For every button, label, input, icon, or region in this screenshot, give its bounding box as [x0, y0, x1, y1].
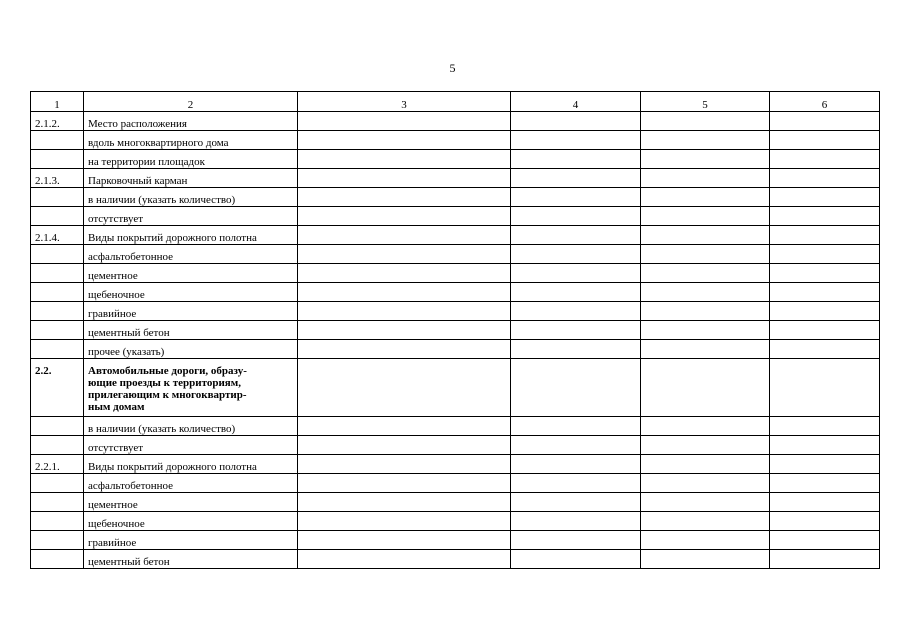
row-number-cell — [31, 245, 84, 264]
row-number-cell — [31, 340, 84, 359]
table-row — [31, 226, 880, 245]
table-body — [31, 112, 880, 569]
row-description-cell: щебеночное — [84, 283, 298, 302]
empty-cell-col-5 — [641, 321, 770, 340]
empty-cell-col-6 — [770, 512, 880, 531]
column-header-2: 2 — [84, 92, 298, 112]
empty-cell-col-4 — [511, 188, 641, 207]
row-number-cell — [31, 207, 84, 226]
empty-cell-col-3 — [298, 455, 511, 474]
empty-cell-col-6 — [770, 150, 880, 169]
row-number-cell: 2.1.2. — [31, 112, 84, 131]
empty-cell-col-5 — [641, 131, 770, 150]
empty-cell-col-3 — [298, 417, 511, 436]
row-description-cell: гравийное — [84, 531, 298, 550]
empty-cell-col-6 — [770, 474, 880, 493]
row-number-cell — [31, 417, 84, 436]
row-number-cell — [31, 493, 84, 512]
row-number-cell: 2.2. — [31, 359, 84, 417]
row-description-cell: щебеночное — [84, 512, 298, 531]
empty-cell-col-6 — [770, 321, 880, 340]
row-number-cell — [31, 321, 84, 340]
table-row — [31, 340, 880, 359]
empty-cell-col-6 — [770, 359, 880, 417]
row-description-cell: Парковочный карман — [84, 169, 298, 188]
form-table — [30, 91, 880, 569]
empty-cell-col-6 — [770, 417, 880, 436]
row-description-cell: отсутствует — [84, 207, 298, 226]
empty-cell-col-3 — [298, 302, 511, 321]
table-row — [31, 493, 880, 512]
empty-cell-col-6 — [770, 455, 880, 474]
empty-cell-col-6 — [770, 302, 880, 321]
empty-cell-col-4 — [511, 131, 641, 150]
empty-cell-col-3 — [298, 131, 511, 150]
table-row — [31, 112, 880, 131]
empty-cell-col-3 — [298, 474, 511, 493]
empty-cell-col-3 — [298, 112, 511, 131]
empty-cell-col-4 — [511, 150, 641, 169]
table-row — [31, 150, 880, 169]
empty-cell-col-4 — [511, 474, 641, 493]
row-number-cell — [31, 436, 84, 455]
row-number-cell — [31, 283, 84, 302]
empty-cell-col-4 — [511, 226, 641, 245]
page-number: 5 — [449, 61, 456, 75]
empty-cell-col-6 — [770, 340, 880, 359]
row-number-cell — [31, 188, 84, 207]
table-row — [31, 321, 880, 340]
column-header-6: 6 — [770, 92, 880, 112]
empty-cell-col-4 — [511, 340, 641, 359]
empty-cell-col-6 — [770, 226, 880, 245]
column-header-3: 3 — [298, 92, 511, 112]
description-line: ющие проезды к территориям, — [88, 377, 241, 389]
row-description-cell: цементное — [84, 264, 298, 283]
empty-cell-col-5 — [641, 417, 770, 436]
empty-cell-col-5 — [641, 169, 770, 188]
row-number-cell — [31, 264, 84, 283]
row-description-cell: в наличии (указать количество) — [84, 188, 298, 207]
empty-cell-col-6 — [770, 264, 880, 283]
empty-cell-col-4 — [511, 264, 641, 283]
empty-cell-col-4 — [511, 245, 641, 264]
row-number-cell: 2.2.1. — [31, 455, 84, 474]
row-number-cell — [31, 302, 84, 321]
empty-cell-col-4 — [511, 302, 641, 321]
empty-cell-col-6 — [770, 531, 880, 550]
table-row — [31, 207, 880, 226]
row-description-cell: на территории площадок — [84, 150, 298, 169]
empty-cell-col-5 — [641, 474, 770, 493]
table-row — [31, 302, 880, 321]
header-row — [31, 92, 880, 112]
empty-cell-col-4 — [511, 321, 641, 340]
row-description-cell: Виды покрытий дорожного полотна — [84, 455, 298, 474]
empty-cell-col-3 — [298, 245, 511, 264]
empty-cell-col-6 — [770, 169, 880, 188]
empty-cell-col-3 — [298, 188, 511, 207]
row-number-cell — [31, 550, 84, 569]
row-number-cell — [31, 131, 84, 150]
row-description-cell: цементный бетон — [84, 321, 298, 340]
empty-cell-col-3 — [298, 359, 511, 417]
row-description-cell: отсутствует — [84, 436, 298, 455]
column-header-5: 5 — [641, 92, 770, 112]
description-line: прилегающим к многоквартир- — [88, 389, 247, 401]
empty-cell-col-5 — [641, 112, 770, 131]
table-row — [31, 169, 880, 188]
empty-cell-col-4 — [511, 283, 641, 302]
column-header-1: 1 — [31, 92, 84, 112]
row-number-cell — [31, 512, 84, 531]
empty-cell-col-3 — [298, 207, 511, 226]
empty-cell-col-3 — [298, 283, 511, 302]
table-row — [31, 417, 880, 436]
table-row — [31, 436, 880, 455]
empty-cell-col-5 — [641, 188, 770, 207]
row-description-cell: асфальтобетонное — [84, 474, 298, 493]
table-row — [31, 245, 880, 264]
empty-cell-col-5 — [641, 283, 770, 302]
empty-cell-col-3 — [298, 226, 511, 245]
empty-cell-col-6 — [770, 131, 880, 150]
column-header-4: 4 — [511, 92, 641, 112]
empty-cell-col-5 — [641, 150, 770, 169]
empty-cell-col-5 — [641, 302, 770, 321]
empty-cell-col-3 — [298, 512, 511, 531]
empty-cell-col-4 — [511, 436, 641, 455]
table-row — [31, 359, 880, 417]
empty-cell-col-4 — [511, 207, 641, 226]
empty-cell-col-4 — [511, 493, 641, 512]
empty-cell-col-5 — [641, 455, 770, 474]
empty-cell-col-6 — [770, 188, 880, 207]
empty-cell-col-4 — [511, 112, 641, 131]
empty-cell-col-4 — [511, 512, 641, 531]
empty-cell-col-3 — [298, 531, 511, 550]
empty-cell-col-4 — [511, 455, 641, 474]
table-row — [31, 283, 880, 302]
empty-cell-col-4 — [511, 359, 641, 417]
empty-cell-col-5 — [641, 340, 770, 359]
empty-cell-col-5 — [641, 512, 770, 531]
empty-cell-col-6 — [770, 112, 880, 131]
row-description-cell: вдоль многоквартирного дома — [84, 131, 298, 150]
row-description-cell: Виды покрытий дорожного полотна — [84, 226, 298, 245]
empty-cell-col-5 — [641, 493, 770, 512]
row-description-cell: в наличии (указать количество) — [84, 417, 298, 436]
empty-cell-col-3 — [298, 493, 511, 512]
table-row — [31, 264, 880, 283]
empty-cell-col-5 — [641, 245, 770, 264]
row-number-cell: 2.1.4. — [31, 226, 84, 245]
empty-cell-col-3 — [298, 150, 511, 169]
row-description-cell: прочее (указать) — [84, 340, 298, 359]
empty-cell-col-4 — [511, 531, 641, 550]
row-description-cell: цементный бетон — [84, 550, 298, 569]
empty-cell-col-5 — [641, 531, 770, 550]
empty-cell-col-6 — [770, 283, 880, 302]
row-number-cell — [31, 150, 84, 169]
row-number-cell — [31, 474, 84, 493]
empty-cell-col-6 — [770, 550, 880, 569]
empty-cell-col-3 — [298, 436, 511, 455]
empty-cell-col-4 — [511, 550, 641, 569]
table-row — [31, 531, 880, 550]
empty-cell-col-3 — [298, 321, 511, 340]
row-description-cell: гравийное — [84, 302, 298, 321]
row-description-cell: асфальтобетонное — [84, 245, 298, 264]
empty-cell-col-3 — [298, 550, 511, 569]
empty-cell-col-5 — [641, 436, 770, 455]
empty-cell-col-5 — [641, 550, 770, 569]
row-number-cell — [31, 531, 84, 550]
empty-cell-col-5 — [641, 264, 770, 283]
row-description-cell: цементное — [84, 493, 298, 512]
empty-cell-col-5 — [641, 207, 770, 226]
empty-cell-col-3 — [298, 340, 511, 359]
empty-cell-col-4 — [511, 169, 641, 188]
table-row — [31, 550, 880, 569]
row-number-cell: 2.1.3. — [31, 169, 84, 188]
empty-cell-col-5 — [641, 226, 770, 245]
description-line: Автомобильные дороги, образу- — [88, 365, 247, 377]
description-line: ным домам — [88, 401, 145, 413]
empty-cell-col-5 — [641, 359, 770, 417]
empty-cell-col-6 — [770, 207, 880, 226]
empty-cell-col-6 — [770, 436, 880, 455]
table-row — [31, 455, 880, 474]
table-row — [31, 512, 880, 531]
empty-cell-col-6 — [770, 245, 880, 264]
empty-cell-col-3 — [298, 264, 511, 283]
table-row — [31, 188, 880, 207]
empty-cell-col-6 — [770, 493, 880, 512]
table-row — [31, 131, 880, 150]
row-description-cell — [84, 359, 298, 417]
empty-cell-col-4 — [511, 417, 641, 436]
empty-cell-col-3 — [298, 169, 511, 188]
row-description-cell: Место расположения — [84, 112, 298, 131]
table-row — [31, 474, 880, 493]
